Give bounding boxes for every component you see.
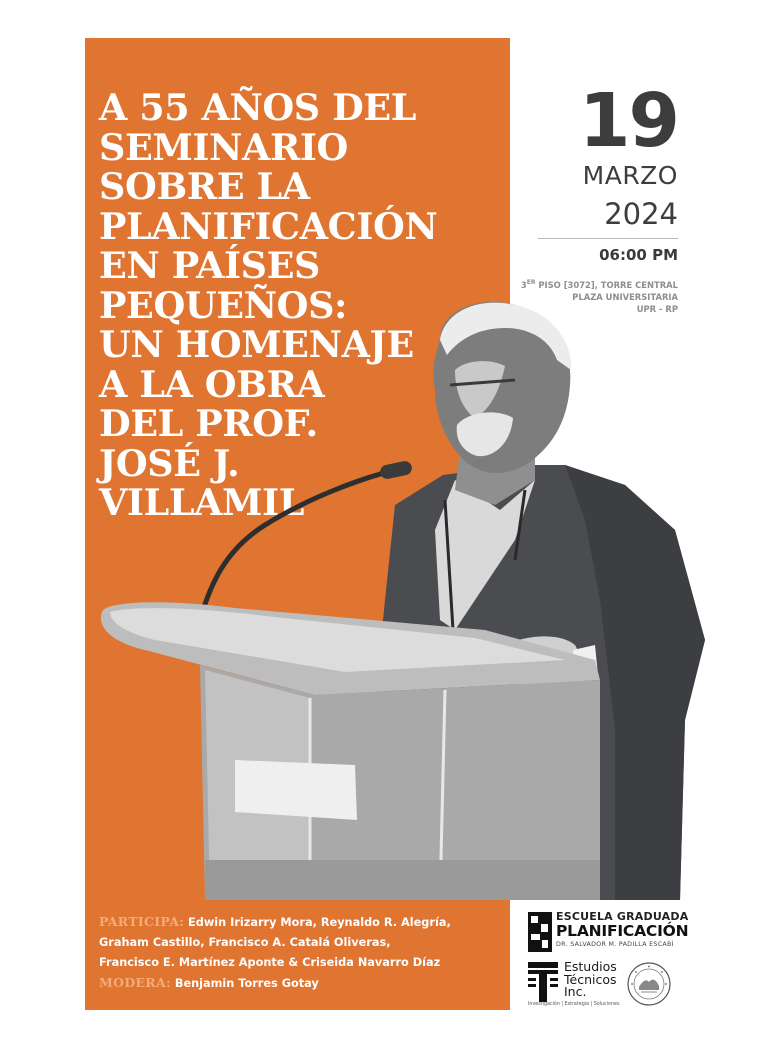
event-year: 2024 — [604, 197, 678, 231]
venue-line-2: PLAZA UNIVERSITARIA — [572, 291, 678, 302]
venue-line-1 — [520, 277, 678, 291]
estudios-line-1: Estudios — [564, 959, 617, 974]
participa-line-3: Francisco E. Martínez Aponte & Criseida Navarro Díaz — [99, 956, 441, 969]
participa-line-2: Graham Castillo, Francisco A. Catalá Oliveras, — [99, 936, 391, 949]
estudios-tagline: Investigación | Estrategia | Soluciones — [528, 1002, 620, 1007]
title-line: SEMINARIO — [99, 125, 348, 169]
title-line: SOBRE LA — [99, 165, 310, 208]
microphone-head — [379, 460, 413, 480]
event-month: MARZO — [582, 161, 678, 190]
university-seal-icon — [627, 962, 671, 1006]
escuela-line-3: DR. SALVADOR M. PADILLA ESCABÍ — [556, 941, 674, 948]
estudios-logo-mark-icon — [528, 962, 558, 1002]
title-line: UN HOMENAJE — [99, 323, 414, 366]
title-line: VILLAMIL — [99, 481, 304, 524]
title-line: EN PAÍSES — [99, 244, 321, 287]
title-line: JOSÉ J. — [99, 441, 240, 485]
event-time: 06:00 PM — [599, 246, 678, 264]
podium-logo-shape — [235, 760, 357, 820]
escuela-logo-mark-icon — [528, 912, 552, 952]
title-line: DEL PROF. — [99, 402, 318, 445]
venue-floor-number: 3 — [520, 279, 527, 290]
title-line: PEQUEÑOS: — [99, 283, 348, 327]
venue-line-3: UPR - RP — [636, 303, 678, 314]
title-line: A 55 AÑOS DEL — [99, 86, 417, 129]
estudios-line-3: Inc. — [564, 984, 587, 999]
modera-line — [99, 973, 509, 994]
escuela-graduada-logo — [528, 908, 689, 958]
speaker-podium-illustration — [95, 300, 725, 900]
estudios-name — [564, 961, 617, 999]
estudios-line-2: Técnicos — [564, 971, 617, 987]
venue-floor-detail: PISO [3072], TORRE CENTRAL — [535, 279, 678, 290]
participa-line-1 — [99, 912, 509, 933]
event-date — [538, 80, 678, 232]
modera-name: Benjamin Torres Gotay — [170, 977, 319, 990]
participa-label: PARTICIPA: — [99, 914, 185, 929]
estudios-tecnicos-logo — [528, 959, 620, 1008]
title-line: PLANIFICACIÓN — [99, 204, 438, 248]
microphone-stand — [200, 470, 395, 620]
venue-floor-suffix: ER — [526, 279, 536, 286]
escuela-line-2: PLANIFICACIÓN — [556, 922, 689, 940]
modera-label: MODERA: — [99, 975, 171, 990]
title-line: A LA OBRA — [99, 362, 325, 406]
escuela-line-1: ESCUELA GRADUADA — [556, 910, 689, 923]
participa-names-1: Edwin Irizarry Mora, Reynaldo R. Alegría, — [184, 916, 451, 929]
podium-shadow — [205, 860, 600, 900]
date-divider — [538, 238, 678, 239]
event-day: 19 — [579, 78, 678, 164]
credits — [99, 912, 509, 994]
